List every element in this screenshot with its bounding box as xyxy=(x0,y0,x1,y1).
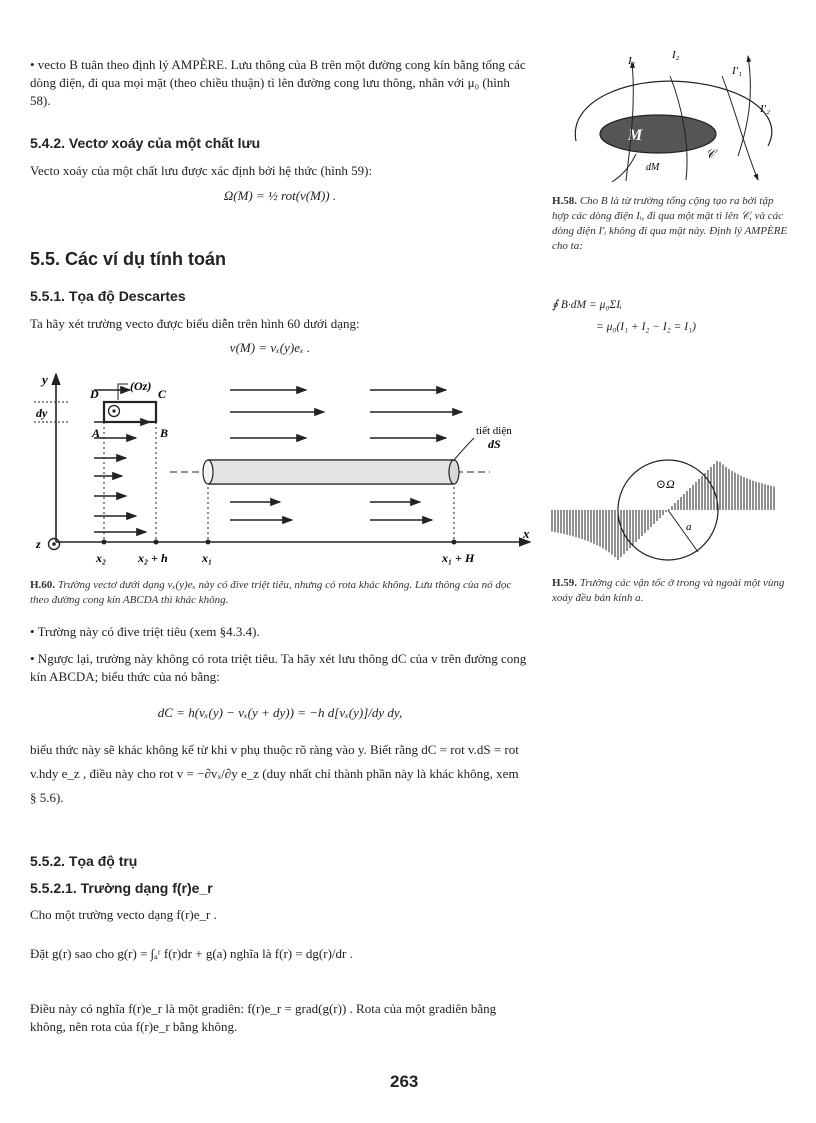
figure-59 xyxy=(548,448,780,568)
ampere-line-1: ∮ B·dM = μ₀ΣIᵢ xyxy=(552,299,622,311)
heading-5-4-2: 5.4.2. Vectơ xoáy của một chất lưu xyxy=(30,135,261,151)
equation-circulation: dC = h(vₓ(y) − vₓ(y + dy)) = −h d[vₓ(y)]/dy dy, xyxy=(157,705,403,720)
paragraph-vorticity: Vecto xoáy của một chất lưu được xác định bởi hệ thức (hình 59): xyxy=(30,163,373,178)
figure-58 xyxy=(548,46,788,186)
point-m: M xyxy=(628,127,643,144)
current-i1: I₁ xyxy=(628,55,636,67)
heading-5-5: 5.5. Các ví dụ tính toán xyxy=(30,249,227,269)
contour-abcd xyxy=(104,402,156,422)
ampere-line-2: = μ₀(I₁ + I₂ − I₂ = I₁) xyxy=(596,321,696,333)
figure-59-caption-text: Trường các vận tốc ở trong và ngoài một vùng xoáy đều bán kính a. xyxy=(552,577,785,604)
figure-58-caption xyxy=(552,194,788,254)
paragraph-ampere: • vecto B tuân theo định lý AMPÈRE. Lưu thông của B trên một đường cong kín bằng tổng các dòng điện, đi qua mọi mặt (theo chiều thuận) tì lên đường cong lưu thông, nhân với μ₀ (hình 58). xyxy=(30,57,526,108)
curve-c-label: 𝒞 xyxy=(706,147,715,161)
z-label: z xyxy=(36,537,41,551)
heading-5-5-2-1: 5.5.2.1. Trường dạng f(r)e_r xyxy=(30,880,213,896)
paragraph-field: Ta hãy xét trường vecto được biểu diễn trên hình 60 dưới dạng: xyxy=(30,316,360,331)
paragraph-curl-result: biểu thức này sẽ khác không kể từ khi v phụ thuộc rõ ràng vào y. Biết rằng dC = rot v.dS = rot v.hdy e_z , điều này cho rot v = −∂vₓ/∂y e_z (duy nhất chỉ thành phần này là khác không, xem § 5.6). xyxy=(30,742,519,805)
tick-x2-h: x₂ + h xyxy=(138,551,168,565)
surface-ellipse xyxy=(600,115,716,153)
equation-vorticity: Ω(M) = ½ rot(v(M)) . xyxy=(223,188,337,203)
equation-field: v(M) = vₓ(y)eₓ . xyxy=(229,340,311,355)
current-i2: I₂ xyxy=(672,49,680,61)
oz-label: (Oz) xyxy=(130,379,152,393)
paragraph-definition: Đặt g(r) sao cho g(r) = ∫ₐʳ f(r)dr + g(a) nghĩa là f(r) = dg(r)/dr . xyxy=(30,946,353,961)
paragraph-gradient: Điều này có nghĩa f(r)e_r là một gradiên: f(r)e_r = grad(g(r)) . Rota của một gradiên bằng không, nên rota của f(r)e_r bằng không. xyxy=(30,1001,497,1034)
tick-x2: x₂ xyxy=(96,551,107,565)
tick-x1-h: x₁ + H xyxy=(442,551,475,565)
figure-60-caption xyxy=(30,578,528,608)
figure-60-caption-label: H.60. xyxy=(30,579,56,591)
point-b: B xyxy=(160,426,169,440)
dm-label: dM xyxy=(646,162,660,173)
velocity-profile xyxy=(552,461,774,560)
heading-5-5-1: 5.5.1. Tọa độ Descartes xyxy=(30,288,186,304)
radius-label: a xyxy=(686,521,692,533)
point-a: A xyxy=(92,426,101,440)
heading-5-5-2: 5.5.2. Tọa độ trụ xyxy=(30,853,138,869)
point-d: D xyxy=(90,387,99,401)
ds-label: dS xyxy=(488,437,501,451)
tick-x1: x₁ xyxy=(202,551,213,565)
figure-60 xyxy=(30,362,540,572)
current-ip1: I′₁ xyxy=(732,65,742,77)
section-label: tiết diện xyxy=(476,425,512,437)
omega-label: ⊙Ω xyxy=(656,477,675,491)
bullet-divergence: • Trường này có đive triệt tiêu (xem §4.3.4). xyxy=(30,624,260,639)
current-ip2: I′₂ xyxy=(760,103,770,115)
figure-60-caption-text: Trường vectơ dưới dạng vₓ(y)eₓ này có đive triệt tiêu, nhưng có rota khác không. Lưu thông của nó dọc theo đường cong kín ABCDA thì khác không. xyxy=(30,579,512,606)
figure-58-caption-text: Cho B là từ trường tổng cộng tạo ra bởi tập hợp các dòng điện Iᵢ, đi qua một mặt tì lên 𝒞, và các dòng điện I′ᵢ không đi qua mặt này. Định lý AMPÈRE cho ta: xyxy=(552,195,788,252)
page-number: 263 xyxy=(390,1072,419,1091)
point-c: C xyxy=(158,387,167,401)
figure-59-caption-label: H.59. xyxy=(552,577,578,589)
bullet-curl: • Ngược lại, trường này không có rota triệt tiêu. Ta hãy xét lưu thông dC của v trên đường cong kín ABCDA; biểu thức của nó bằng: xyxy=(30,651,527,684)
figure-58-caption-label: H.58. xyxy=(552,195,578,207)
figure-59-caption xyxy=(552,576,788,606)
y-label: y xyxy=(42,372,48,387)
x-label: x xyxy=(523,526,530,541)
paragraph-radial-field: Cho một trường vecto dạng f(r)e_r . xyxy=(30,907,217,922)
dy-label: dy xyxy=(36,406,48,420)
